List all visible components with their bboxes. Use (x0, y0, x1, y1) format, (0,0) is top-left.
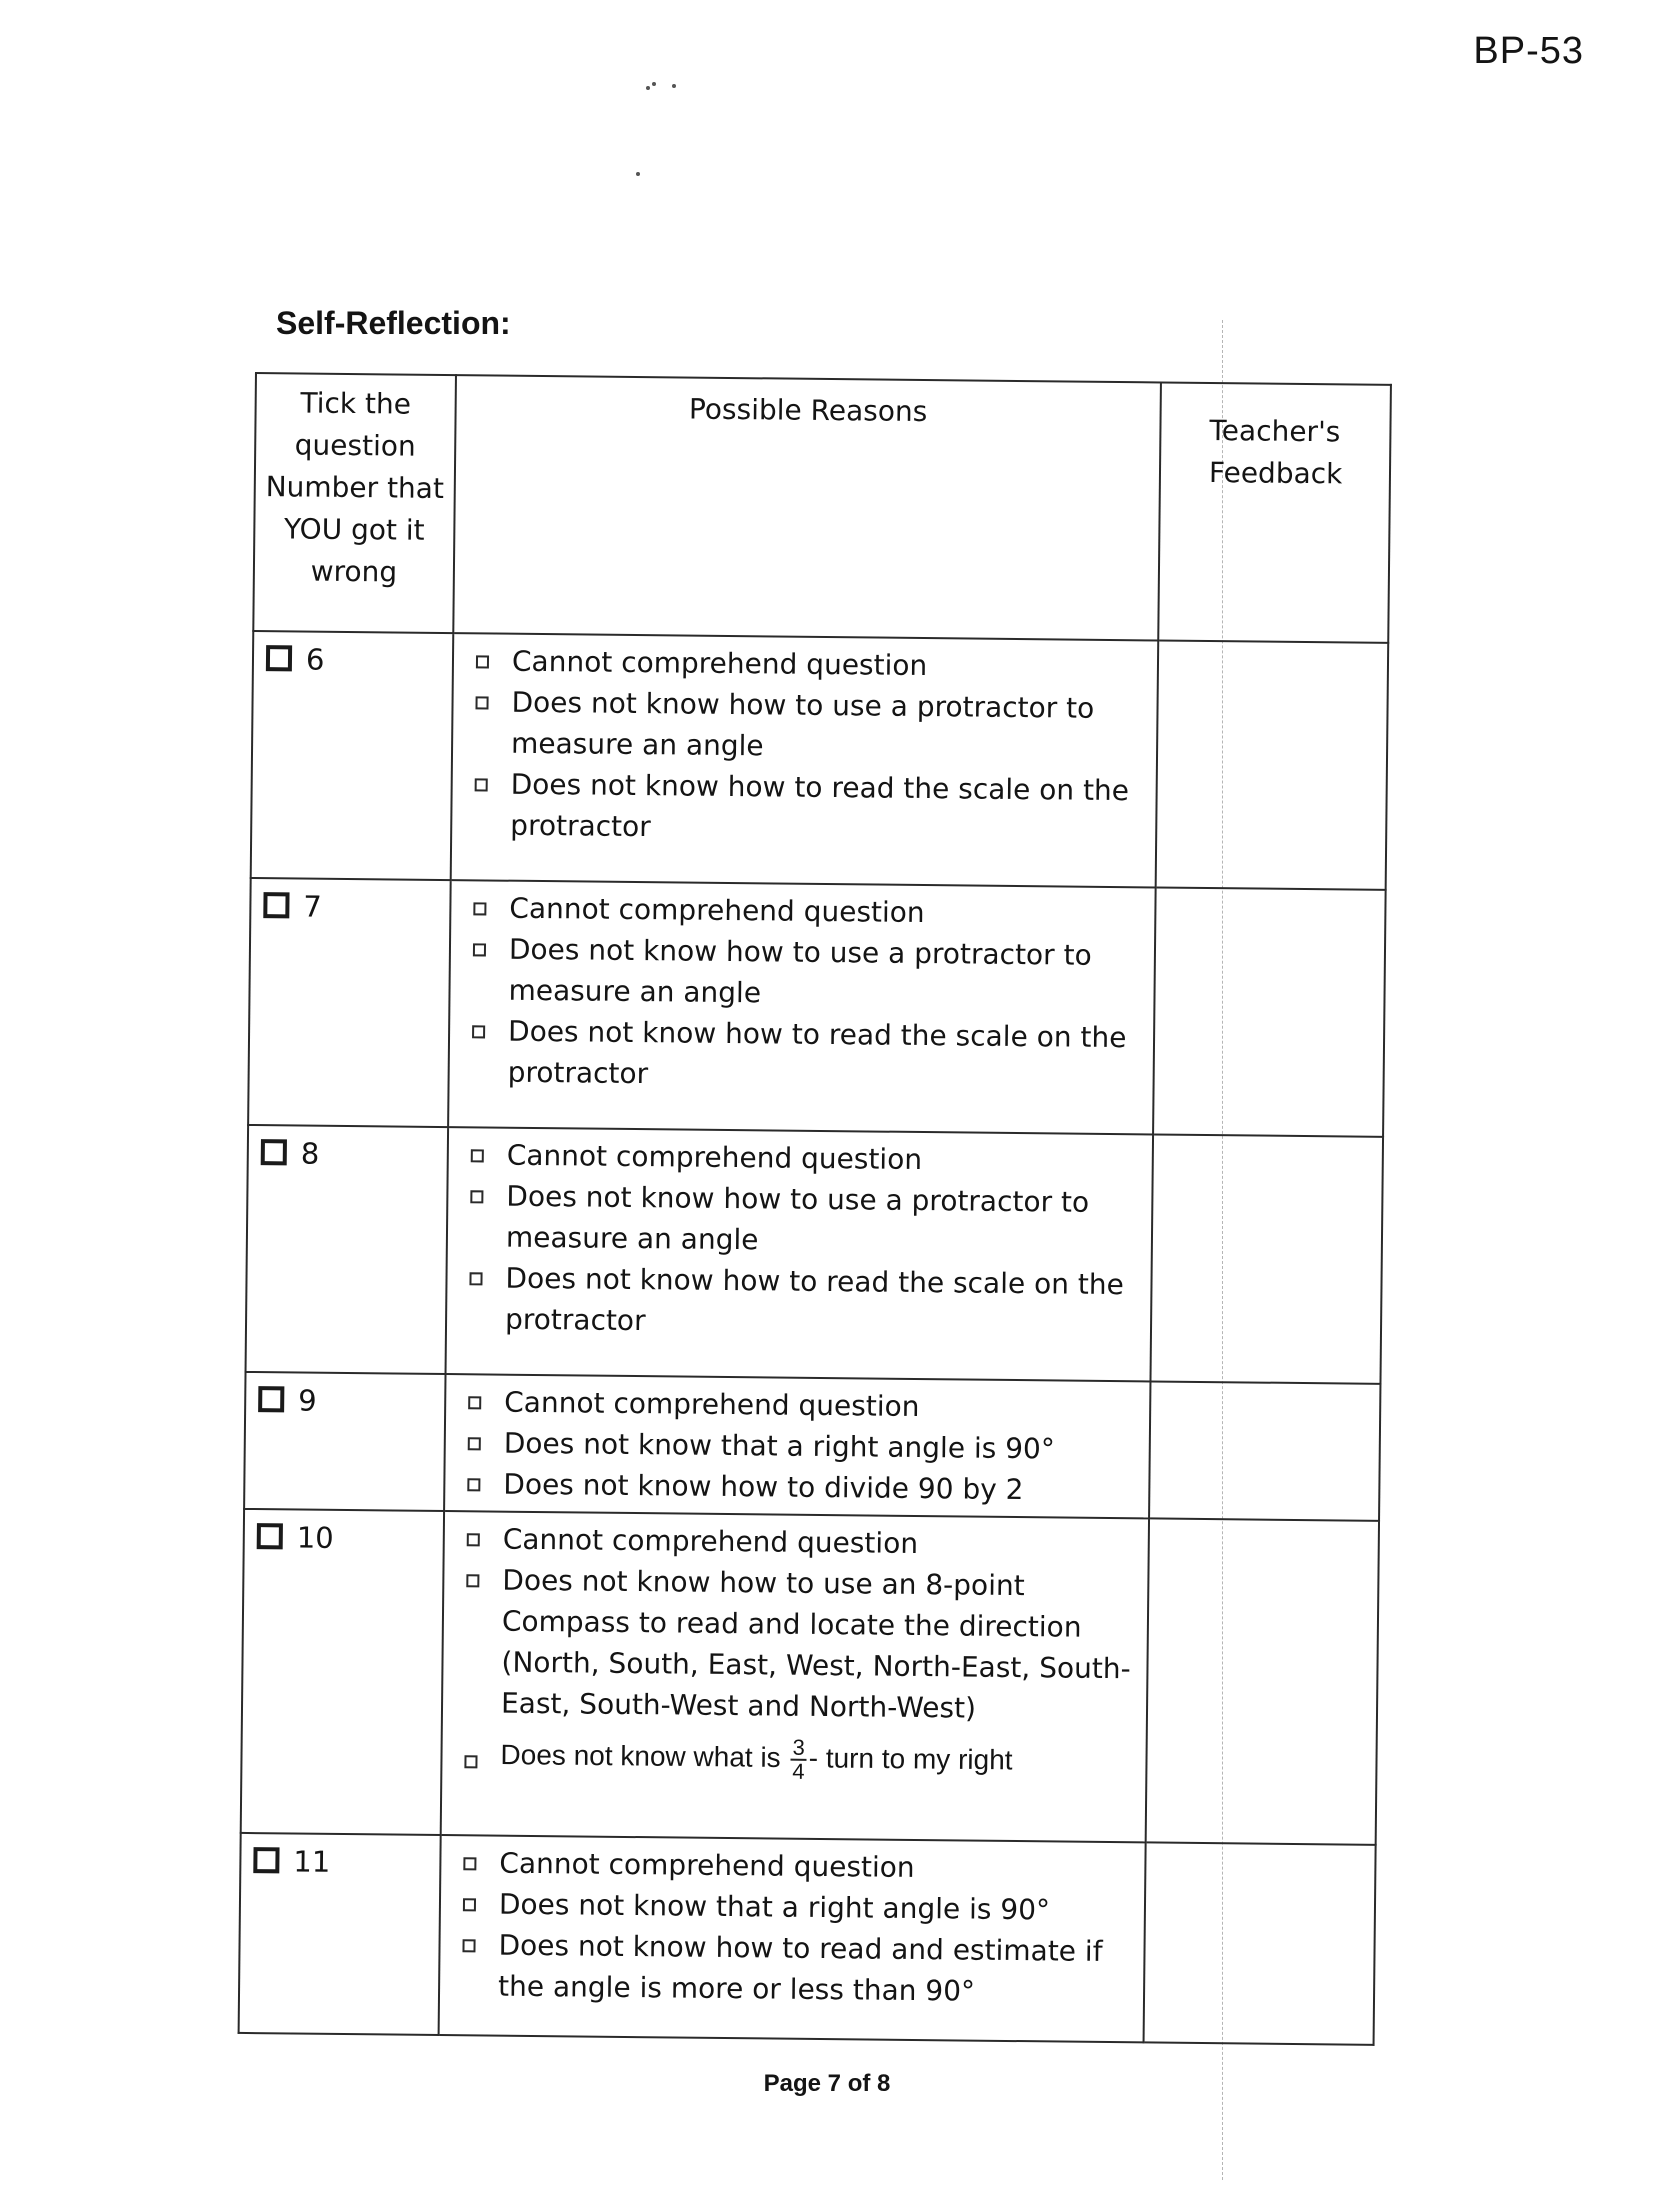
reason-text-suffix: - turn to my right (808, 1742, 1013, 1776)
question-cell (248, 878, 451, 1127)
reason-checkbox[interactable] (468, 1396, 481, 1409)
reason-checkbox[interactable] (475, 696, 488, 709)
reason-text-prefix: Does not know what is (500, 1739, 781, 1773)
reasons-cell (439, 1835, 1146, 2042)
reason-item (468, 640, 1147, 688)
feedback-cell[interactable] (1146, 1518, 1379, 1844)
reason-text: Cannot comprehend question (499, 1846, 915, 1884)
page-number: Page 7 of 8 (763, 2070, 891, 2097)
header-question: Tick the question Number that YOU got it wrong (253, 373, 456, 633)
reason-checkbox[interactable] (471, 1149, 484, 1162)
reason-item (467, 681, 1147, 770)
question-checkbox[interactable] (257, 1523, 283, 1549)
question-cell (241, 1509, 444, 1835)
question-number: 6 (305, 642, 325, 677)
question-checkbox[interactable] (266, 645, 292, 671)
document-code: BP-53 (1473, 30, 1584, 72)
table-header-row (253, 373, 1391, 643)
reason-item (454, 1924, 1134, 2013)
reason-text: Cannot comprehend question (502, 1522, 919, 1561)
reason-checkbox[interactable] (476, 655, 489, 668)
feedback-cell[interactable] (1153, 887, 1386, 1136)
question-number: 7 (303, 889, 323, 924)
header-feedback: Teacher's Feedback (1158, 382, 1391, 642)
reason-checkbox[interactable] (472, 1025, 485, 1038)
question-cell (244, 1372, 445, 1511)
reason-checkbox[interactable] (462, 1939, 475, 1952)
reason-text: Cannot comprehend question (511, 644, 928, 683)
feedback-cell[interactable] (1149, 1381, 1380, 1520)
question-number: 10 (296, 1520, 334, 1555)
reasons-cell (441, 1511, 1149, 1842)
reason-text: Does not know how to use a protractor to measure an angle (508, 932, 1092, 1010)
reason-item (457, 1559, 1138, 1730)
table-row (246, 1125, 1384, 1384)
scan-speck (646, 86, 650, 90)
reasons-cell (448, 880, 1156, 1134)
table-row (251, 631, 1389, 890)
reason-text: Does not know how to read the scale on the protractor (504, 1261, 1124, 1338)
reason-text: Does not know that a right angle is 90° (498, 1887, 1051, 1927)
reason-checkbox[interactable] (468, 1437, 481, 1450)
table-row (248, 878, 1386, 1137)
reason-text: Does not know how to read and estimate if the angle is more or less than 90° (497, 1928, 1103, 2008)
reason-checkbox[interactable] (470, 1190, 483, 1203)
question-cell (239, 1833, 441, 2035)
reason-text: Does not know how to use an 8-point Compass to read and locate the direction (North, South, East, West, North-East, South-East, South-West and North-West) (500, 1563, 1131, 1725)
header-reasons: Possible Reasons (453, 375, 1161, 640)
fraction-denominator: 4 (792, 1758, 805, 1784)
reason-item (463, 1134, 1142, 1182)
self-reflection-table (238, 372, 1392, 2046)
reason-text: Does not know how to divide 90 by 2 (503, 1467, 1024, 1507)
question-checkbox[interactable] (261, 1139, 287, 1165)
question-number: 8 (300, 1136, 320, 1171)
reason-text: Does not know how to use a protractor to measure an angle (510, 685, 1095, 763)
reason-item (465, 887, 1144, 935)
scan-speck (636, 172, 640, 176)
reason-item (460, 1422, 1139, 1470)
reason-item (459, 1463, 1138, 1511)
reason-checkbox[interactable] (473, 902, 486, 915)
question-number: 9 (298, 1383, 317, 1418)
reason-item (455, 1883, 1134, 1931)
reason-checkbox[interactable] (467, 1478, 480, 1491)
question-number: 11 (293, 1844, 331, 1879)
reason-item (461, 1257, 1141, 1346)
reason-text: Cannot comprehend question (506, 1138, 923, 1177)
reason-text: Does not know how to read the scale on the protractor (507, 1014, 1127, 1091)
reason-item (466, 763, 1146, 852)
reason-checkbox[interactable] (464, 1755, 477, 1768)
reason-checkbox[interactable] (473, 943, 486, 956)
scan-speck (672, 84, 676, 88)
reason-text: Cannot comprehend question (509, 891, 925, 930)
reason-item (460, 1381, 1139, 1429)
question-checkbox[interactable] (253, 1847, 279, 1873)
question-checkbox[interactable] (258, 1386, 284, 1412)
reason-item (459, 1518, 1138, 1566)
table-row (239, 1833, 1376, 2045)
reason-item (462, 1175, 1142, 1264)
feedback-cell[interactable] (1156, 640, 1389, 889)
reasons-cell (451, 633, 1159, 887)
reasons-cell (444, 1374, 1150, 1518)
reason-checkbox[interactable] (466, 1574, 479, 1587)
reason-item (455, 1842, 1134, 1890)
reason-item (464, 928, 1144, 1017)
question-checkbox[interactable] (263, 892, 289, 918)
reason-item (463, 1010, 1143, 1099)
feedback-cell[interactable] (1150, 1134, 1383, 1383)
fraction-numerator: 3 (790, 1737, 807, 1761)
reason-text: Does not know that a right angle is 90° (503, 1426, 1055, 1466)
reason-text: Does not know how to use a protractor to measure an angle (505, 1179, 1090, 1257)
scan-speck (652, 82, 656, 86)
section-title: Self-Reflection: (276, 305, 511, 341)
reason-text: Cannot comprehend question (504, 1385, 920, 1424)
reason-checkbox[interactable] (467, 1533, 480, 1546)
feedback-cell[interactable] (1144, 1842, 1376, 2044)
fraction-three-quarters (790, 1734, 807, 1784)
reason-checkbox[interactable] (463, 1898, 476, 1911)
question-cell (251, 631, 454, 880)
reason-checkbox[interactable] (469, 1272, 482, 1285)
question-cell (246, 1125, 449, 1374)
reason-checkbox[interactable] (475, 778, 488, 791)
table-row (244, 1372, 1380, 1521)
reason-text: Does not know how to read the scale on the protractor (510, 767, 1130, 844)
table-row (241, 1509, 1379, 1845)
reasons-cell (446, 1127, 1154, 1381)
reason-item (456, 1733, 1135, 1786)
reason-checkbox[interactable] (463, 1857, 476, 1870)
